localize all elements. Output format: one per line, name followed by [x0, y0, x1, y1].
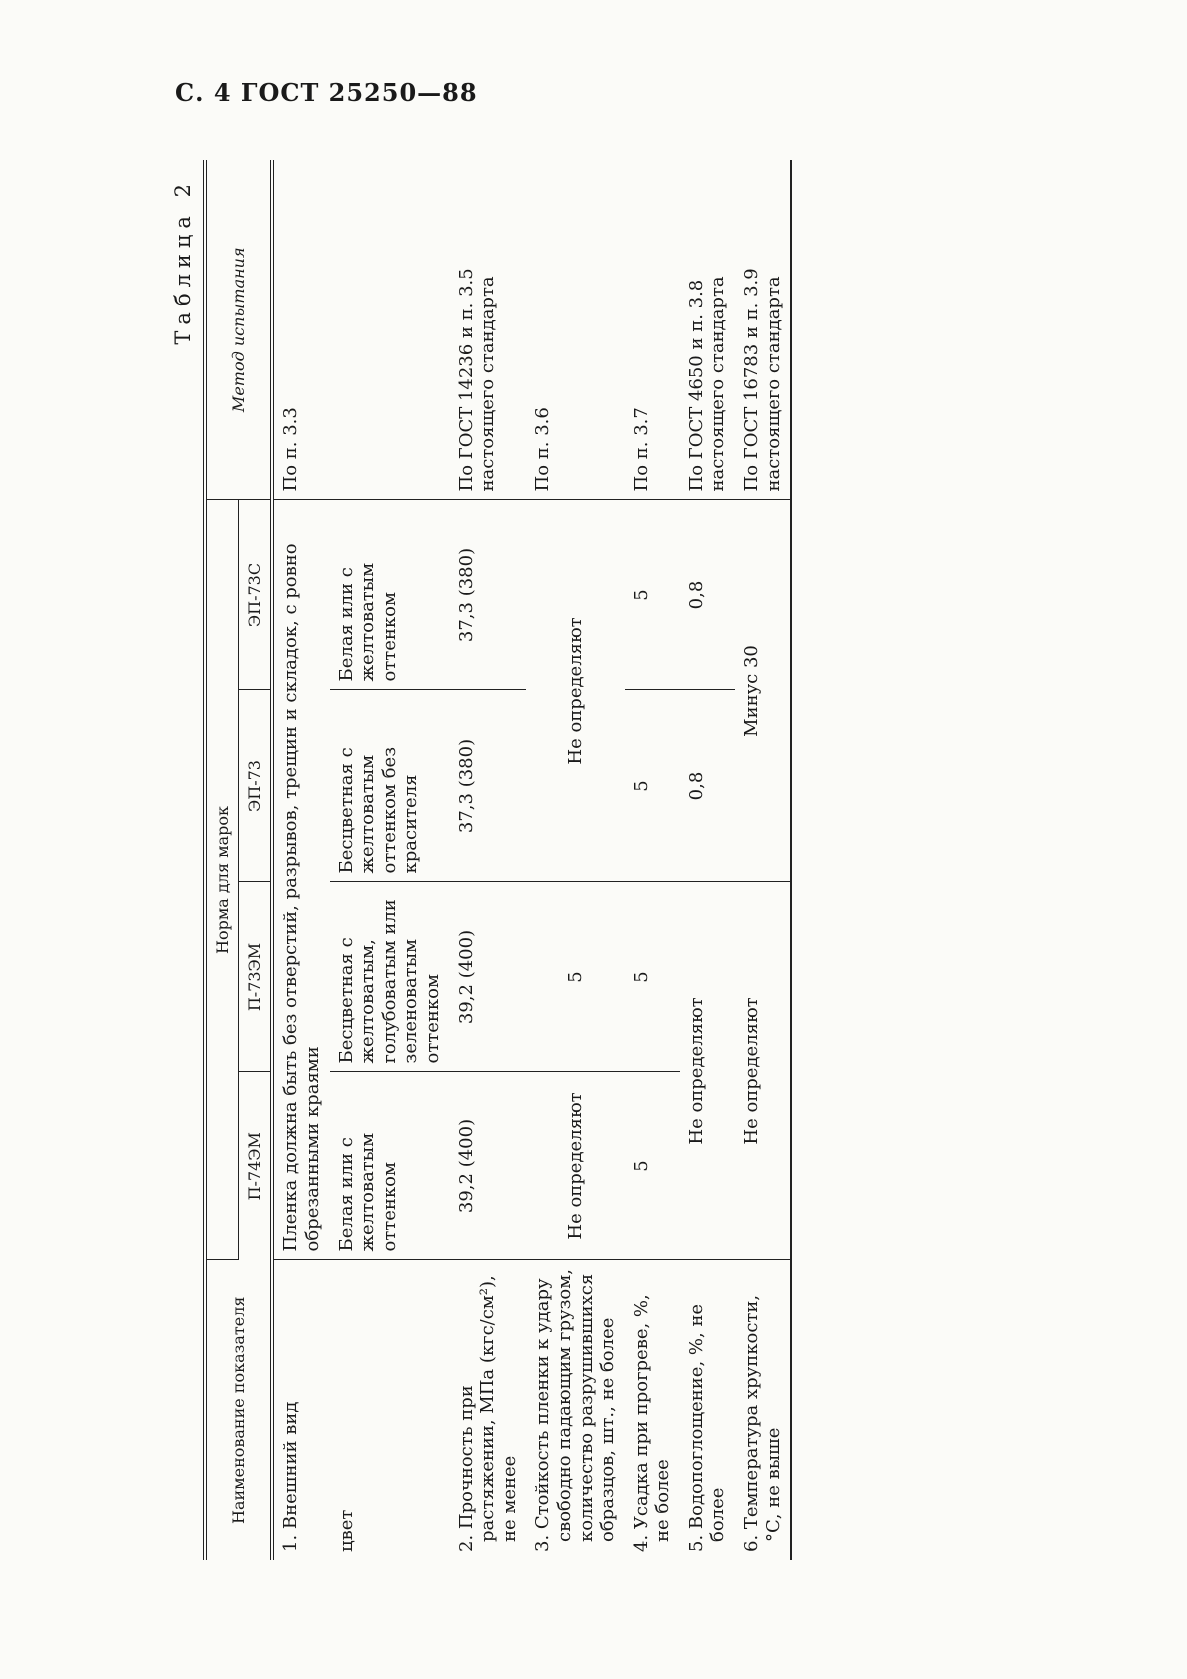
- row-2-value-2: 39,2 (400): [450, 882, 527, 1072]
- row-2-value-4: 37,3 (380): [450, 500, 527, 690]
- col-header-norm-group: Норма для марок: [205, 500, 239, 1260]
- row-3-value-34: Не определяют: [526, 500, 624, 882]
- row-2-method: По ГОСТ 14236 и п. 3.5 настоящего стандарта: [450, 160, 527, 500]
- row-5-value-3: 0,8: [680, 690, 735, 882]
- row-3-value-1: Не определяют: [526, 1072, 624, 1260]
- col-header-grade-p73em: П-73ЭМ: [239, 882, 273, 1072]
- col-header-grade-ep73: ЭП-73: [239, 690, 273, 882]
- page-header: С. 4 ГОСТ 25250—88: [175, 78, 478, 107]
- row-2-value-3: 37,3 (380): [450, 690, 527, 882]
- row-1b-value-4: Белая или с желтоватым оттенком: [330, 500, 450, 690]
- table-row: [330, 160, 450, 1560]
- col-header-method: Метод испытания: [205, 160, 272, 500]
- row-3-value-2: 5: [526, 882, 624, 1072]
- table-row: [450, 160, 527, 1560]
- row-5-method: По ГОСТ 4650 и п. 3.8 настоящего стандарта: [680, 160, 735, 500]
- row-1b-value-3: Бесцветная с желтоватым оттенком без красителя: [330, 690, 450, 882]
- col-header-grade-p74em: П-74ЭМ: [239, 1072, 273, 1260]
- table-row: [735, 160, 791, 1560]
- row-3-method: По п. 3.6: [526, 160, 624, 500]
- row-4-value-1: 5: [625, 1072, 680, 1260]
- row-4-name: 4. Усадка при прогреве, %, не более: [630, 1294, 674, 1552]
- row-2-name: 2. Прочность при растяжении, МПа (кгс/см²), не менее: [455, 1275, 520, 1552]
- row-4-value-4: 5: [625, 500, 680, 690]
- table-header-row: [205, 160, 239, 1560]
- table-row: [625, 160, 680, 1560]
- row-4-value-2: 5: [625, 882, 680, 1072]
- row-2-value-1: 39,2 (400): [450, 1072, 527, 1260]
- row-5-value-4: 0,8: [680, 500, 735, 690]
- row-1b-method: [330, 160, 450, 500]
- row-1b-name: цвет: [335, 1509, 357, 1552]
- row-1-name: 1. Внешний вид: [272, 1260, 329, 1560]
- row-6-name: 6. Температура хрупкости, °С, не выше: [735, 1260, 791, 1560]
- row-4-method: По п. 3.7: [625, 160, 680, 500]
- table-caption: Таблица 2: [171, 178, 195, 345]
- col-header-grade-ep73s: ЭП-73С: [239, 500, 273, 690]
- row-4-value-3: 5: [625, 690, 680, 882]
- properties-table: [203, 160, 792, 1560]
- row-1-norm: Пленка должна быть без отверстий, разрывов, трещин и складок, с ровно обрезанными краями: [272, 500, 329, 1260]
- row-1b-value-1: Белая или с желтоватым оттенком: [330, 1072, 450, 1260]
- table-row: [680, 160, 735, 1560]
- row-6-value-34: Минус 30: [735, 500, 791, 882]
- col-header-name: Наименование показателя: [205, 1260, 272, 1560]
- table-row: [272, 160, 329, 1560]
- row-1-method: По п. 3.3: [272, 160, 329, 500]
- table-row: [526, 160, 624, 1560]
- row-6-value-12: Не определяют: [735, 882, 791, 1260]
- row-3-name: 3. Стойкость пленки к удару свободно падающим грузом, количество разрушившихся образцов, шт., не более: [532, 1269, 619, 1552]
- row-1b-value-2: Бесцветная с желтоватым, голубоватым или зеленоватым оттенком: [330, 882, 450, 1072]
- row-5-value-12: Не определяют: [680, 882, 735, 1260]
- row-5-name: 5. Водопоглощение, %, не более: [685, 1303, 729, 1552]
- rotated-table-block: [171, 160, 1055, 1560]
- row-6-method: По ГОСТ 16783 и п. 3.9 настоящего стандарта: [735, 160, 791, 500]
